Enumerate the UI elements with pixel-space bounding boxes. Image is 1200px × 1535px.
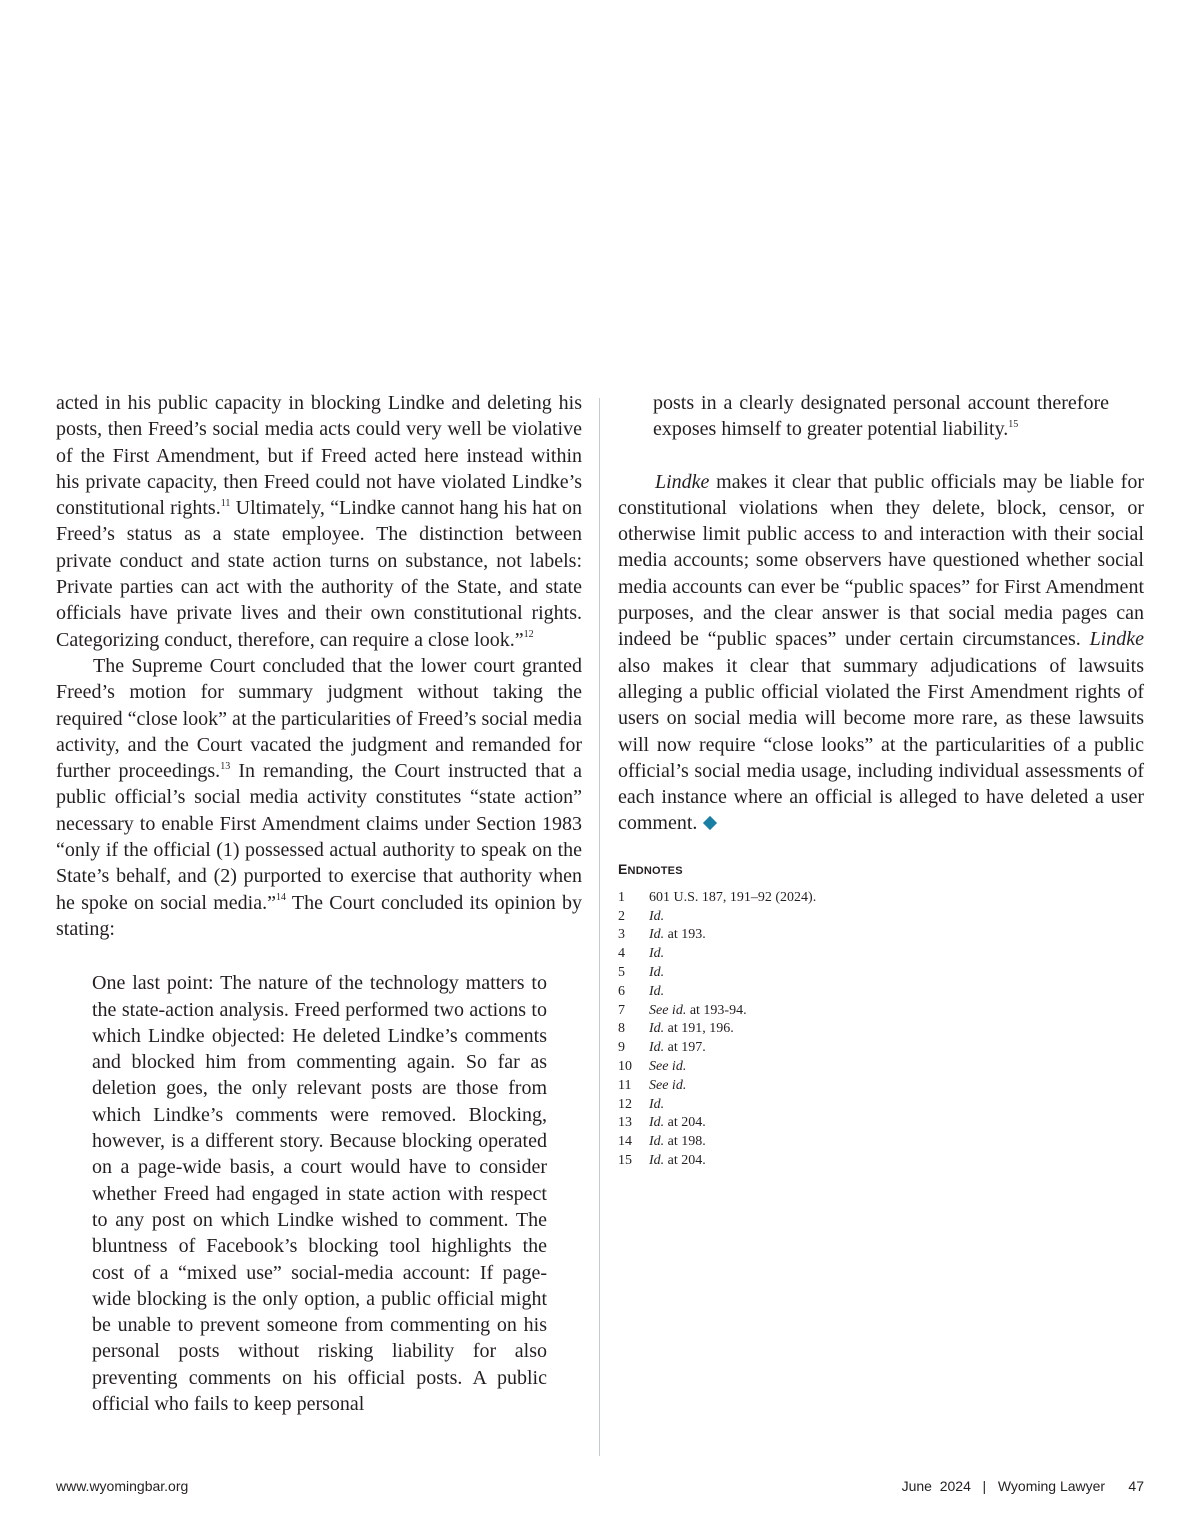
footer-website: www.wyomingbar.org bbox=[56, 1478, 189, 1494]
endnote-number: 9 bbox=[618, 1040, 625, 1056]
endnote-number: 8 bbox=[618, 1021, 625, 1037]
endnote-text: Id. at 197. bbox=[649, 1040, 706, 1056]
paragraph-3: Lindke makes it clear that public officials may be liable for constitutional violations when they delete, block, censor, or otherwise limit public access to and interaction with their social media accounts; some observers have questioned whether social media accounts can ever be “public spaces” for First Amendment purposes, and the clear answer is that social media pages can indeed be “public spaces” under certain circumstances. Lindke also makes it clear that summary adjudications of lawsuits alleging a public official violated the First Amendment rights of users on social media will become more rare, as these lawsuits will now require “close looks” at the particularities of a public official’s social media usage, including individual assessments of each instance where an official is alleged to have deleted a user comment. bbox=[618, 470, 1144, 835]
endnote-text: See id. bbox=[649, 1077, 687, 1093]
endnote-text: See id. at 193-94. bbox=[649, 1002, 747, 1018]
endnote-item bbox=[618, 1114, 1144, 1133]
endnote-item bbox=[618, 1058, 1144, 1077]
endnote-number: 7 bbox=[618, 1002, 625, 1018]
endnote-item bbox=[618, 1096, 1144, 1115]
end-mark-diamond-icon bbox=[703, 816, 717, 830]
endnote-number: 12 bbox=[618, 1096, 632, 1112]
endnote-text: Id. bbox=[649, 1096, 665, 1112]
paragraph-2: The Supreme Court concluded that the lower court granted Freed’s motion for summary judgment without taking the required “close look” at the particularities of Freed’s social media activity, and the Court vacated the judgment and remanded for further proceedings.$^{13}$ In remanding, the Court instructed that a public official’s social media activity constitutes “state action” necessary to enable First Amendment claims under Section 1983 “only if the official (1) possessed actual authority to speak on the State’s behalf, and (2) purported to exercise that authority when he spoke on social media.”$^{14}$ The Court concluded its opinion by stating: bbox=[56, 654, 583, 940]
endnote-text: Id. at 193. bbox=[649, 927, 706, 943]
endnote-text: Id. bbox=[649, 964, 665, 980]
endnote-number: 14 bbox=[618, 1134, 632, 1150]
endnote-text: Id. bbox=[649, 908, 665, 924]
endnote-number: 6 bbox=[618, 983, 625, 999]
endnote-text: Id. at 204. bbox=[649, 1115, 706, 1131]
endnote-text: See id. bbox=[649, 1058, 687, 1074]
endnote-item bbox=[618, 1020, 1144, 1039]
endnote-number: 5 bbox=[618, 964, 625, 980]
endnote-text: Id. at 204. bbox=[649, 1152, 706, 1168]
footnote-ref-12: 12 bbox=[523, 629, 534, 641]
endnote-item bbox=[618, 1152, 1144, 1171]
block-quote-continued: posts in a clearly designated personal account therefore exposes himself to greater potential liability.$^{15}$ bbox=[653, 392, 1109, 441]
column-rule bbox=[599, 398, 600, 1456]
endnote-number: 2 bbox=[618, 908, 625, 924]
endnote-item bbox=[618, 945, 1144, 964]
endnote-number: 1 bbox=[618, 889, 625, 905]
endnote-number: 10 bbox=[618, 1058, 632, 1074]
paragraph-1: acted in his public capacity in blocking Lindke and deleting his posts, then Freed’s social media acts could very well be violative of the First Amendment, but if Freed acted here instead within his private capacity, then Freed could not have violated Lindke’s constitutional rights.$^{11}$ Ultimately, “Lindke cannot hang his hat on Freed’s status as a state employee. The distinction between private conduct and state action turns on substance, not labels: Private parties can act with the authority of the State, and state officials have private lives and their own constitutional rights. Categorizing conduct, therefore, can require a close look.”$^{12}$ bbox=[56, 392, 582, 651]
endnote-number: 3 bbox=[618, 927, 625, 943]
endnotes-heading: ENDNOTES bbox=[618, 860, 683, 877]
endnote-item bbox=[618, 1133, 1144, 1152]
left-column bbox=[56, 390, 582, 1417]
endnote-item bbox=[618, 1039, 1144, 1058]
endnote-item bbox=[618, 926, 1144, 945]
endnote-item bbox=[618, 964, 1144, 983]
endnote-text: Id. at 191, 196. bbox=[649, 1021, 734, 1037]
footnote-ref-15: 15 bbox=[1008, 418, 1019, 430]
endnote-item bbox=[618, 1077, 1144, 1096]
endnote-number: 15 bbox=[618, 1152, 632, 1168]
footer-issue-page: June 2024 | Wyoming Lawyer 47 bbox=[901, 1478, 1144, 1494]
block-quote: One last point: The nature of the technology matters to the state-action analysis. Freed performed two actions to which Lindke objected: He deleted Lindke’s comments and blocked him from commenting again. So far as deletion goes, the only relevant posts are those from which Lindke’s comments were removed. Blocking, however, is a different story. Because blocking operated on a page-wide basis, a court would have to consider whether Freed had engaged in state action with respect to any post on which Lindke wished to comment. The bluntness of Facebook’s blocking tool highlights the cost of a “mixed use” social-media account: If page-wide blocking is the only option, a public official might be unable to prevent someone from commenting on his personal posts without risking liability for also preventing comments on his official posts. A public official who fails to keep personal bbox=[92, 972, 547, 1415]
endnote-number: 4 bbox=[618, 946, 625, 962]
endnote-text: Id. bbox=[649, 983, 665, 999]
right-column bbox=[618, 390, 1144, 1171]
footnote-ref-11: 11 bbox=[220, 497, 231, 509]
endnote-text: 601 U.S. 187, 191–92 (2024). bbox=[649, 889, 817, 905]
endnote-item bbox=[618, 889, 1144, 908]
endnote-item bbox=[618, 1002, 1144, 1021]
endnotes-list bbox=[618, 889, 1144, 1171]
footnote-ref-14: 14 bbox=[275, 891, 286, 903]
endnote-number: 13 bbox=[618, 1115, 632, 1131]
footnote-ref-13: 13 bbox=[220, 760, 231, 772]
endnote-item bbox=[618, 983, 1144, 1002]
endnote-text: Id. bbox=[649, 946, 665, 962]
endnote-text: Id. at 198. bbox=[649, 1134, 706, 1150]
endnote-number: 11 bbox=[618, 1077, 632, 1093]
endnote-item bbox=[618, 908, 1144, 927]
